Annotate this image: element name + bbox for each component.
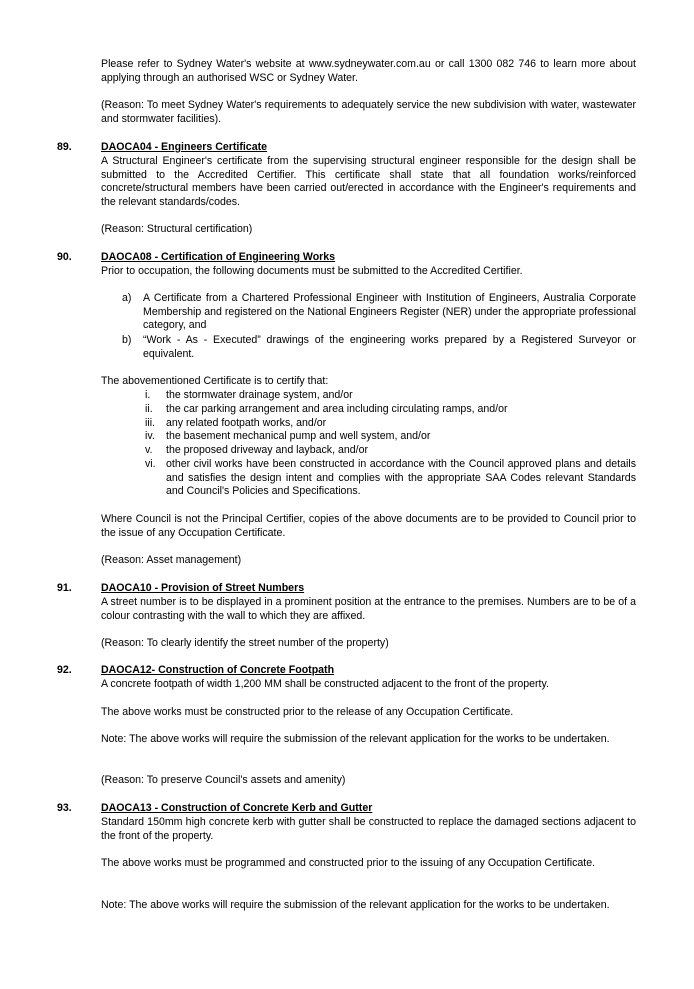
condition-paragraph: Where Council is not the Principal Certifier, copies of the above documents are to be provided to Council prior to the issue of any Occupation Certificate. <box>101 513 636 539</box>
list-item: any related footpath works, and/or <box>166 417 327 429</box>
condition-number: 92. <box>57 664 72 676</box>
condition-heading: DAOCA13 - Construction of Concrete Kerb and Gutter <box>101 802 373 814</box>
list-item: the stormwater drainage system, and/or <box>166 389 353 401</box>
condition-number: 93. <box>57 802 72 814</box>
list-item: A Certificate from a Chartered Professional Engineer with Institution of Engineers, Australia Corporate Membership and registered on the National Engineers Register (NER) under the appropriate professional category, and <box>143 292 636 332</box>
list-marker: iv. <box>145 430 155 442</box>
condition-heading: DAOCA08 - Certification of Engineering Works <box>101 251 336 263</box>
list-item: “Work - As - Executed” drawings of the engineering works prepared by a Registered Surveyor or equivalent. <box>143 334 636 360</box>
list-item: the basement mechanical pump and well system, and/or <box>166 430 431 442</box>
condition-reason: (Reason: Structural certification) <box>101 223 253 235</box>
condition-number: 90. <box>57 251 72 263</box>
list-item: the proposed driveway and layback, and/or <box>166 444 368 456</box>
list-item: the car parking arrangement and area including circulating ramps, and/or <box>166 403 508 415</box>
condition-paragraph: A Structural Engineer's certificate from the supervising structural engineer responsible for the design shall be submitted to the Accredited Certifier. This certificate shall state that all foundation works/reinforced concrete/structural members have been carried out/erected in accordance with the Engineer's requirements and the relevant standards/codes. <box>101 155 636 208</box>
list-marker: iii. <box>145 417 156 429</box>
condition-paragraph: Prior to occupation, the following documents must be submitted to the Accredited Certifier. <box>101 265 523 277</box>
condition-heading: DAOCA04 - Engineers Certificate <box>101 141 268 153</box>
condition-note: Note: The above works will require the submission of the relevant application for the works to be undertaken. <box>101 733 610 745</box>
list-marker: b) <box>122 334 132 346</box>
list-marker: a) <box>122 292 132 304</box>
intro-paragraph: Please refer to Sydney Water's website at www.sydneywater.com.au or call 1300 082 746 to learn more about applying through an authorised WSC or Sydney Water. <box>101 58 636 84</box>
condition-paragraph: The abovementioned Certificate is to certify that: <box>101 375 329 387</box>
list-marker: v. <box>145 444 153 456</box>
condition-heading: DAOCA12- Construction of Concrete Footpath <box>101 664 335 676</box>
condition-paragraph: A concrete footpath of width 1,200 MM shall be constructed adjacent to the front of the property. <box>101 678 549 690</box>
list-item: other civil works have been constructed in accordance with the Council approved plans and details and satisfies the design intent and complies with the appropriate SAA Codes relevant Standards and Council's Policies and Specifications. <box>166 458 636 498</box>
condition-number: 89. <box>57 141 72 153</box>
condition-reason: (Reason: To preserve Council's assets and amenity) <box>101 774 346 786</box>
intro-reason: (Reason: To meet Sydney Water's requirements to adequately service the new subdivision with water, wastewater and stormwater facilities). <box>101 99 636 125</box>
condition-paragraph: A street number is to be displayed in a prominent position at the entrance to the premises. Numbers are to be of a colour contrasting with the wall to which they are affixed. <box>101 596 636 622</box>
condition-number: 91. <box>57 582 72 594</box>
condition-paragraph: Standard 150mm high concrete kerb with gutter shall be constructed to replace the damaged sections adjacent to the front of the property. <box>101 816 636 842</box>
condition-paragraph: The above works must be programmed and constructed prior to the issuing of any Occupation Certificate. <box>101 857 596 869</box>
list-marker: vi. <box>145 458 156 470</box>
condition-reason: (Reason: Asset management) <box>101 554 242 566</box>
condition-paragraph: The above works must be constructed prior to the release of any Occupation Certificate. <box>101 706 514 718</box>
condition-heading: DAOCA10 - Provision of Street Numbers <box>101 582 305 594</box>
list-marker: i. <box>145 389 151 401</box>
condition-reason: (Reason: To clearly identify the street number of the property) <box>101 637 389 649</box>
list-marker: ii. <box>145 403 153 415</box>
condition-note: Note: The above works will require the submission of the relevant application for the works to be undertaken. <box>101 899 610 911</box>
